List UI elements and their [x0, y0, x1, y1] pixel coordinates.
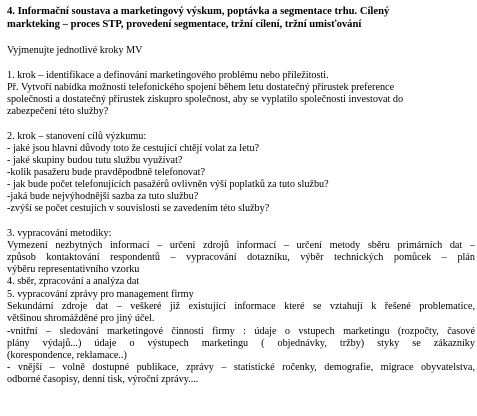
step2-item-6: -zvýší se počet cestujích v souvislosti se zavedením této služby?	[7, 203, 270, 214]
step1-line-3: zabezpečení této služby?	[7, 106, 109, 117]
step1-line-2: společnosti a dostatečný přírustek ziskupro společnost, aby se vyplatilo společnosti investovat do	[7, 94, 404, 105]
step5-line-4: plány výdajů...) údaje o výstupech marketingu ( objednávky, tržby) styky se zákazníky	[7, 338, 475, 349]
step3-line-1: Vymezení nezbytných informací – určení zdrojů informací – určení metody sběru primárních dat –	[7, 240, 475, 251]
heading-line-1: 4. Informační soustava a marketingový výskum, poptávka a segmentace trhu. Cílený	[7, 6, 390, 17]
step3-line-3: výběru representativního vzorku	[7, 264, 140, 275]
step2-title: 2. krok – stanovení cílů výzkumu:	[7, 131, 147, 142]
step2-item-4: - jak bude počet telefonujících pasažérů ovlivněn výší poplatků za tuto službu?	[7, 179, 329, 190]
intro-text: Vyjmenujte jednotlivé kroky MV	[7, 45, 143, 56]
step5-line-3: -vnitřní – sledování marketingové činnosti firmy : údaje o vstupech marketingu (rozpočty, časové	[7, 326, 475, 337]
step1-title: 1. krok – identifikace a definování marketingového problému nebo příležitosti.	[7, 70, 329, 81]
step2-item-1: - jaké jsou hlavní důvody toto že cestující chtějí volat za letu?	[7, 143, 260, 154]
step5-line-5: (korespondence, reklamace..)	[7, 350, 127, 361]
step2-item-5: -jaká bude nejvýhodnější sazba za tuto službu?	[7, 191, 199, 202]
step2-item-2: - jaké skupiny budou tutu službu využívat?	[7, 155, 183, 166]
step5-line-1: Sekundární zdroje dat – veškeré již existující informace které se vztahují k řešené problematice,	[7, 301, 475, 312]
step5-title: 5. vypracování zprávy pro management firmy	[7, 289, 194, 300]
step5-line-2: většinou shromážděné pro jiný účel.	[7, 313, 155, 324]
step1-line-1: Př. Vytvoří nabídka možnosti telefonického spojení během letu dostatečný přírustek preference	[7, 82, 395, 93]
heading-line-2: markteking – proces STP, provedení segmentace, tržní cílení, tržní umisťování	[7, 19, 362, 30]
step3-line-2: způsob kontaktování respondentů – vypracování dotazníku, výběr technických pomůcek – plán	[7, 252, 475, 263]
step5-line-7: odborné časopisy, denní tisk, výroční zprávy....	[7, 374, 199, 385]
step5-line-6: - vnější – volně dostupné publikace, zprávy – statistické ročenky, demografie, migrace obyvatelstva,	[7, 362, 475, 373]
step2-item-3: -kolik pasažeru bude pravděpodbně telefonovat?	[7, 167, 206, 178]
step3-title: 3. vypracování metodiky:	[7, 228, 112, 239]
step4-text: 4. sběr, zpracování a analýza dat	[7, 276, 140, 287]
